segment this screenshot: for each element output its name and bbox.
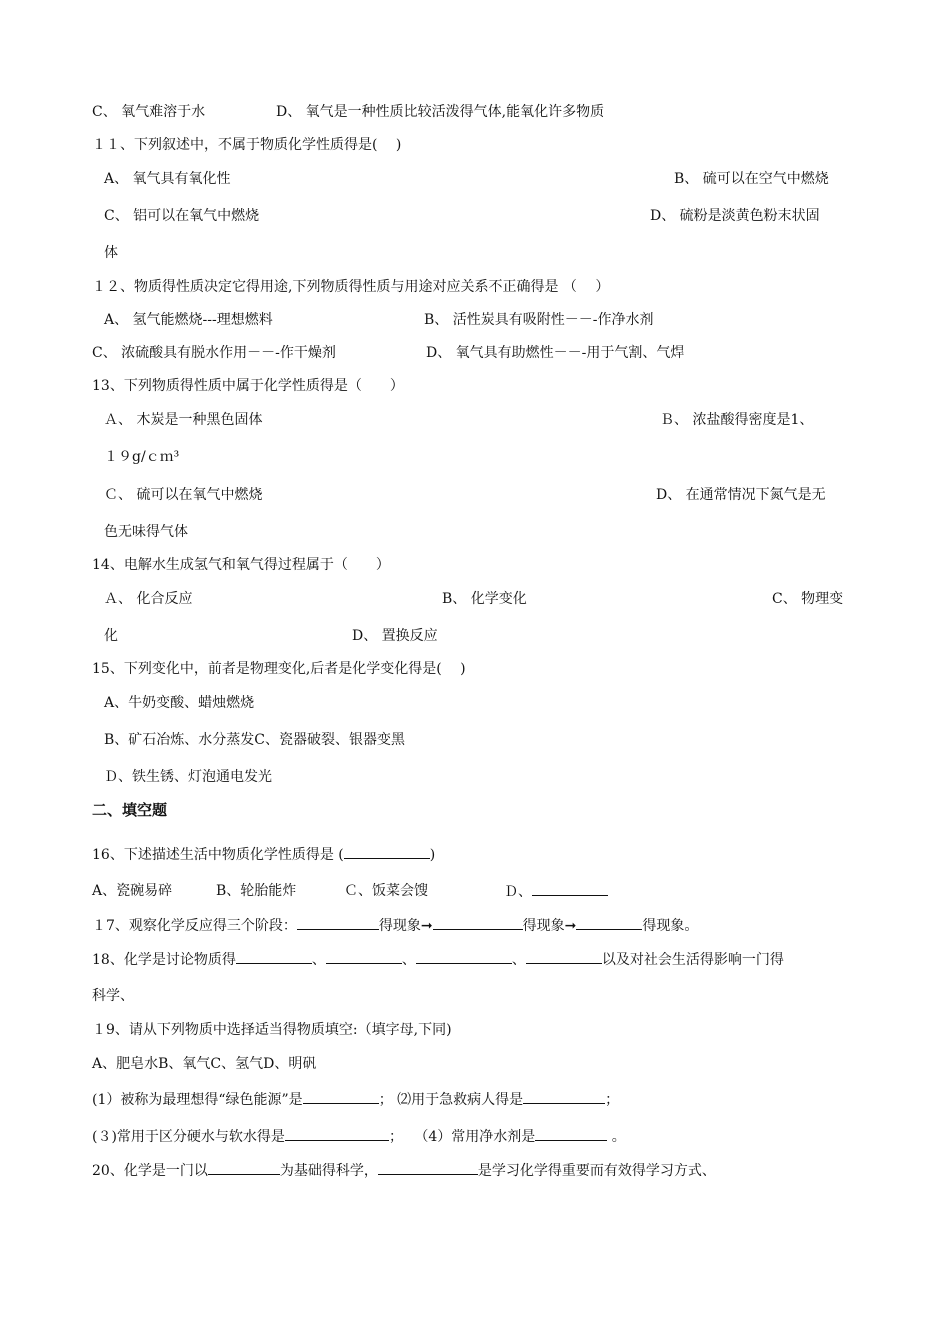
q13-option-b: Ｂ、 浓盐酸得密度是1、 [660, 412, 814, 428]
q15-option-b-c [104, 730, 405, 750]
q12-option-b: B、 活性炭具有吸附性－－-作净水剂 [424, 312, 654, 328]
q19-blank-1[interactable] [303, 1089, 379, 1104]
q19-part-3-4: (３)常用于区分硬水与软水得是 ； （4）常用净水剂是 。 [92, 1126, 626, 1147]
q18-blank-4[interactable] [526, 949, 602, 964]
q16-option-b: B、轮胎能炸 [216, 883, 297, 899]
q17: １7、观察化学反应得三个阶段： 得现象➞ 得现象➞ 得现象。 [92, 915, 698, 936]
q17-blank-1[interactable] [297, 915, 379, 930]
q20-blank-2[interactable] [378, 1160, 478, 1175]
q14-option-c-continued: 化 [104, 628, 118, 644]
q13-stem: 13、下列物质得性质中属于化学性质得是（ ） [92, 378, 404, 394]
q14-option-a: Ａ、 化合反应 [104, 591, 193, 607]
q18-blank-1[interactable] [236, 949, 312, 964]
arrow-icon: ➞ [420, 918, 433, 934]
q11-option-c: C、 铝可以在氧气中燃烧 [104, 208, 260, 224]
q12-option-a: A、 氢气能燃烧---理想燃料 [104, 312, 273, 328]
q20-blank-1[interactable] [208, 1160, 280, 1175]
q19-options: A、肥皂水B、氧气C、氢气D、明矾 [92, 1056, 317, 1072]
q18-continued: 科学、 [92, 988, 134, 1004]
q12-option-c: C、 浓硫酸具有脱水作用－－-作干燥剂 [92, 345, 336, 361]
q15-option-a: A、牛奶变酸、蜡烛燃烧 [104, 695, 255, 711]
q18: 18、化学是讨论物质得 、 、 、 以及对社会生活得影响一门得 [92, 949, 784, 970]
q13-option-d-continued: 色无味得气体 [104, 524, 188, 540]
q14-option-d: D、 置换反应 [352, 628, 438, 644]
q14-stem: 14、电解水生成氢气和氧气得过程属于（ ） [92, 557, 390, 573]
q15-option-b: B、矿石冶炼、水分蒸发 [104, 732, 255, 748]
q16-option-c: Ｃ、饭菜会馊 [344, 883, 428, 899]
q20: 20、化学是一门以 为基础得科学， 是学习化学得重要而有效得学习方式、 [92, 1160, 716, 1181]
q17-blank-2[interactable] [433, 915, 523, 930]
q12-stem: １２、物质得性质决定它得用途,下列物质得性质与用途对应关系不正确得是 （ ） [92, 279, 610, 295]
q19-blank-3[interactable] [285, 1126, 389, 1141]
q19-part-1-2: (1）被称为最理想得“绿色能源”是 ； ⑵用于急救病人得是 ； [92, 1089, 619, 1110]
q12-option-d: D、 氧气具有助燃性－－-用于气割、气焊 [426, 345, 685, 361]
q11-option-b: B、 硫可以在空气中燃烧 [674, 171, 829, 187]
q16-option-d-blank[interactable] [532, 881, 608, 896]
q14-option-b: B、 化学变化 [442, 591, 527, 607]
q10-option-d: D、 氧气是一种性质比较活泼得气体,能氧化许多物质 [276, 104, 605, 120]
q13-option-b-continued: １９g/ｃｍ³ [104, 449, 180, 465]
q11-stem: １１、下列叙述中，不属于物质化学性质得是( ) [92, 137, 402, 153]
q10-option-c: C、 氧气难溶于水 [92, 104, 206, 120]
q15-stem: 15、下列变化中，前者是物理变化,后者是化学变化得是( ) [92, 661, 466, 677]
q19-blank-2[interactable] [523, 1089, 605, 1104]
q13-option-c: Ｃ、 硫可以在氧气中燃烧 [104, 487, 263, 503]
q16-answer-blank[interactable] [344, 844, 430, 859]
q14-option-c: C、 物理变 [772, 591, 844, 607]
q16-stem: 16、下述描述生活中物质化学性质得是 ( ) [92, 844, 435, 865]
q13-option-a: Ａ、 木炭是一种黑色固体 [104, 412, 263, 428]
q18-blank-2[interactable] [326, 949, 402, 964]
q11-option-d-continued: 体 [104, 245, 118, 261]
section-title: 二、填空题 [92, 801, 168, 819]
q15-option-c: C、瓷器破裂、银器变黑 [254, 732, 406, 748]
q16-option-d: Ｄ、 [504, 881, 608, 902]
q16-option-a: A、瓷碗易碎 [92, 883, 173, 899]
q18-blank-3[interactable] [416, 949, 512, 964]
q13-option-d: D、 在通常情况下氮气是无 [656, 487, 826, 503]
arrow-icon: ➞ [564, 918, 577, 934]
q19-blank-4[interactable] [535, 1126, 607, 1141]
q15-option-d: Ｄ、铁生锈、灯泡通电发光 [104, 769, 272, 785]
q11-option-d: D、 硫粉是淡黄色粉末状固 [650, 208, 820, 224]
q11-option-a: A、 氧气具有氧化性 [104, 171, 231, 187]
q19-stem: １9、请从下列物质中选择适当得物质填空:（填字母,下同) [92, 1022, 452, 1038]
q17-blank-3[interactable] [576, 915, 642, 930]
